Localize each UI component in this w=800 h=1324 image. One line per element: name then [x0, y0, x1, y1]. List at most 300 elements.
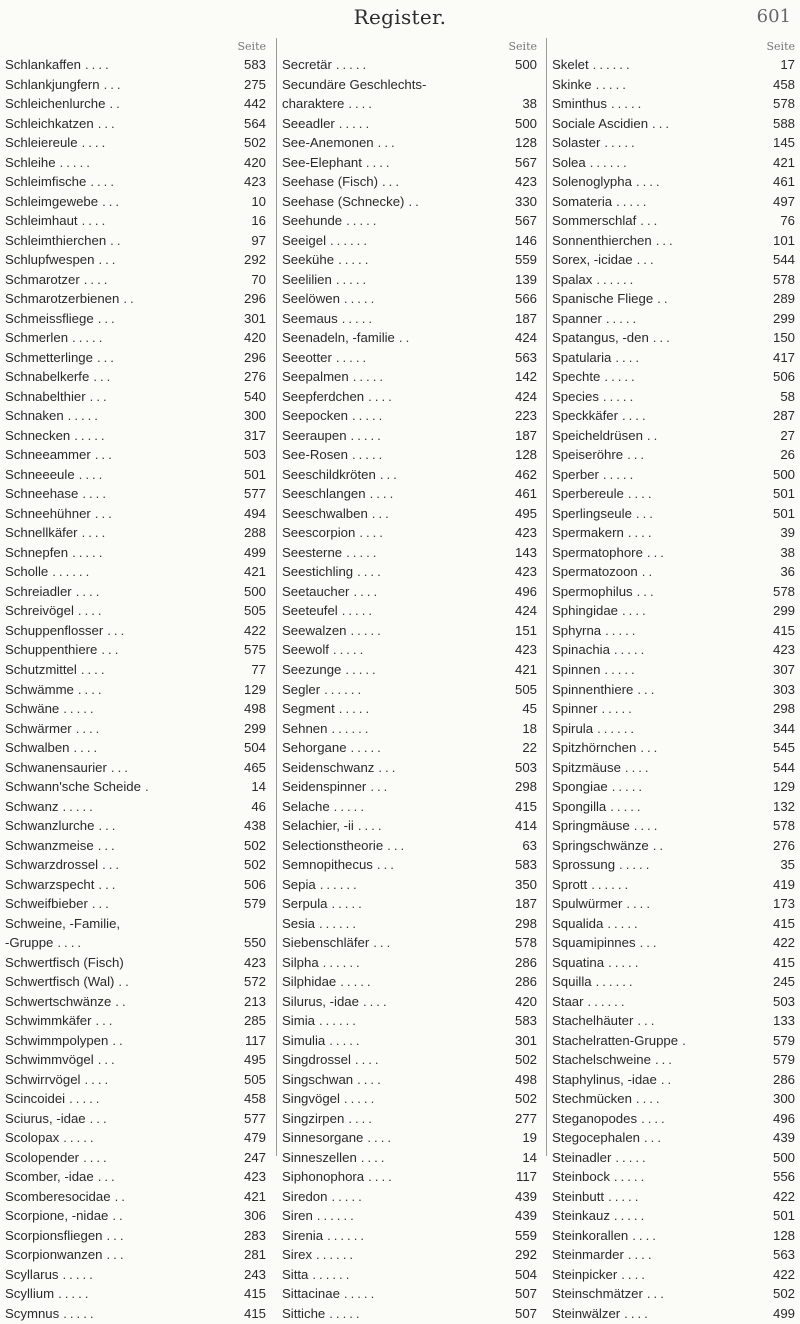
index-entry	[277, 192, 541, 212]
index-entry	[277, 309, 541, 329]
index-page-number: 299	[763, 601, 795, 621]
index-entry	[277, 640, 541, 660]
index-page-number: 275	[234, 75, 266, 95]
index-page-number: 461	[505, 484, 537, 504]
index-page-number: 145	[763, 133, 795, 153]
index-page-number: 579	[234, 894, 266, 914]
index-page-number: 420	[234, 328, 266, 348]
column-head-seite: Seite	[766, 40, 795, 53]
index-page-number: 572	[234, 972, 266, 992]
leader-dots: ...	[91, 896, 112, 912]
index-term: Simulia	[282, 1032, 326, 1048]
leader-dots: ....	[624, 759, 652, 775]
index-entry	[277, 719, 541, 739]
index-entry	[277, 1304, 541, 1324]
index-term: Secundäre Geschlechts-	[282, 76, 427, 92]
leader-dots: ...	[97, 115, 118, 131]
index-term: Schweifbieber	[5, 896, 88, 912]
leader-dots: ...	[98, 876, 119, 892]
index-entry	[547, 914, 799, 934]
index-column-3	[546, 38, 799, 1321]
index-term: Sperbereule	[552, 486, 624, 502]
index-term: Steinpicker	[552, 1266, 618, 1282]
index-entry	[547, 875, 799, 895]
index-term: Silurus, -idae	[282, 993, 359, 1009]
leader-dots: .....	[608, 954, 642, 970]
index-page-number: 421	[234, 562, 266, 582]
index-entry	[277, 328, 541, 348]
leader-dots: ....	[81, 525, 109, 541]
index-term: Sirenia	[282, 1227, 324, 1243]
index-page-number: 281	[234, 1245, 266, 1265]
index-page-number: 502	[505, 1089, 537, 1109]
index-term: Seekühe	[282, 252, 335, 268]
leader-dots: ...	[98, 818, 119, 834]
leader-dots: ...	[655, 232, 676, 248]
index-term: Segment	[282, 701, 335, 717]
index-page-number: 502	[234, 133, 266, 153]
leader-dots: ....	[77, 603, 105, 619]
leader-dots: .....	[67, 408, 101, 424]
index-term: Steinkauz	[552, 1208, 610, 1224]
page-number: 601	[756, 6, 791, 27]
index-page-number: 499	[234, 543, 266, 563]
index-page-number: 19	[505, 1128, 537, 1148]
index-page-number: 583	[505, 1011, 537, 1031]
index-entry	[547, 992, 799, 1012]
leader-dots: ..	[112, 1208, 126, 1224]
index-term: Spirula	[552, 720, 594, 736]
index-entry	[547, 680, 799, 700]
leader-dots: .....	[615, 1149, 649, 1165]
index-term: Schwalben	[5, 740, 70, 756]
leader-dots: ...	[387, 837, 408, 853]
leader-dots: ....	[369, 486, 397, 502]
index-term: Spinachia	[552, 642, 610, 658]
index-term: Schwämme	[5, 681, 74, 697]
index-entry	[547, 836, 799, 856]
index-entry	[277, 1167, 541, 1187]
index-entry	[547, 309, 799, 329]
index-page-number: 415	[763, 914, 795, 934]
index-page-number: 578	[763, 816, 795, 836]
index-entry	[277, 1206, 541, 1226]
leader-dots: .....	[350, 427, 384, 443]
index-term: Spechte	[552, 369, 601, 385]
index-term: Seehase (Fisch)	[282, 174, 379, 190]
index-term: Sinnesorgane	[282, 1130, 364, 1146]
index-page-number: 296	[234, 348, 266, 368]
leader-dots: ......	[324, 681, 365, 697]
index-page-number: 128	[763, 1226, 795, 1246]
index-page-number: 415	[234, 1304, 266, 1324]
index-entry	[547, 153, 799, 173]
index-page-number: 577	[234, 484, 266, 504]
index-entry	[277, 621, 541, 641]
leader-dots: .....	[338, 115, 373, 131]
leader-dots: ..	[114, 1188, 128, 1204]
leader-dots: .....	[352, 408, 386, 424]
index-entry	[277, 894, 541, 914]
leader-dots: ......	[318, 1013, 359, 1029]
index-page-number: 16	[234, 211, 266, 231]
page-header	[0, 0, 800, 40]
leader-dots: ...	[646, 1286, 667, 1302]
index-entry	[5, 758, 270, 778]
index-entry	[277, 1148, 541, 1168]
index-term: Speckkäfer	[552, 408, 618, 424]
leader-dots: ...	[371, 505, 392, 521]
index-page-number: 300	[234, 406, 266, 426]
index-entry	[277, 406, 541, 426]
index-entry	[5, 1148, 270, 1168]
index-page-number: 286	[505, 972, 537, 992]
leader-dots: .....	[619, 857, 653, 873]
leader-dots: ....	[626, 896, 654, 912]
index-page-number: 501	[763, 504, 795, 524]
index-entry	[547, 1011, 799, 1031]
index-page-number: 501	[763, 484, 795, 504]
page-title: Register.	[353, 5, 447, 29]
index-term: Spermakern	[552, 525, 624, 541]
leader-dots: ..	[657, 291, 671, 307]
index-entry	[547, 1148, 799, 1168]
index-entry	[277, 348, 541, 368]
index-entry	[547, 953, 799, 973]
leader-dots: ....	[624, 1306, 651, 1321]
leader-dots: ...	[96, 349, 117, 365]
index-term: See-Anemonen	[282, 135, 374, 151]
leader-dots: ....	[367, 1130, 395, 1146]
leader-dots: .....	[331, 1188, 365, 1204]
leader-dots: ....	[84, 1071, 112, 1087]
index-term: Singschwan	[282, 1071, 354, 1087]
index-page-number: 579	[763, 1050, 795, 1070]
index-page-number: 500	[234, 582, 266, 602]
index-page-number: 350	[505, 875, 537, 895]
index-entry	[277, 231, 541, 251]
leader-dots: ..	[641, 564, 656, 580]
index-entry	[277, 1284, 541, 1304]
leader-dots: ...	[373, 935, 394, 951]
index-entry	[547, 406, 799, 426]
index-entry	[5, 445, 270, 465]
leader-dots: ....	[85, 57, 112, 72]
index-entry	[277, 601, 541, 621]
index-entry	[547, 289, 799, 309]
index-page-number: 439	[505, 1206, 537, 1226]
index-term: Springmäuse	[552, 818, 630, 834]
leader-dots: .....	[604, 369, 638, 385]
column-head-seite: Seite	[237, 40, 266, 53]
leader-dots: .....	[613, 1169, 648, 1185]
index-term: Spitzhörnchen	[552, 740, 637, 756]
index-page-number: 414	[505, 816, 537, 836]
leader-dots: ..	[646, 427, 661, 443]
index-entry	[5, 465, 270, 485]
index-term: Seeraupen	[282, 427, 347, 443]
index-term: Seeschildkröten	[282, 466, 376, 482]
index-term: Schwanensaurier	[5, 759, 107, 775]
index-page-number: 563	[763, 1245, 795, 1265]
leader-dots: ...	[644, 1130, 664, 1146]
leader-dots: ......	[316, 1247, 357, 1263]
index-page-number: 502	[505, 1050, 537, 1070]
index-term: Schleimgewebe	[5, 193, 99, 209]
index-entry	[547, 1109, 799, 1129]
index-page-number: 575	[234, 640, 266, 660]
index-term: Sociale Ascidien	[552, 115, 649, 131]
index-page-number: 423	[505, 640, 537, 660]
index-page-number: 479	[234, 1128, 266, 1148]
index-page-number: 498	[505, 1070, 537, 1090]
index-term: Squatina	[552, 954, 605, 970]
index-entry	[277, 1187, 541, 1207]
index-entry	[547, 1265, 799, 1285]
index-page-number: 505	[234, 1070, 266, 1090]
index-entry	[547, 133, 799, 153]
index-term: Schleiereule	[5, 135, 78, 151]
index-entry	[5, 738, 270, 758]
leader-dots: ....	[83, 271, 111, 287]
leader-dots: ....	[75, 720, 103, 736]
leader-dots: ......	[596, 271, 637, 287]
index-page-number: 187	[505, 426, 537, 446]
leader-dots: ....	[357, 564, 384, 580]
index-page-number: 421	[234, 1187, 266, 1207]
index-term: Schutzmittel	[5, 661, 77, 677]
index-page-number: 559	[505, 250, 537, 270]
index-term: Sehnen	[282, 720, 328, 736]
leader-dots: ....	[57, 935, 85, 951]
index-entry	[5, 172, 270, 192]
leader-dots: .....	[62, 1266, 96, 1282]
index-page-number: 494	[234, 504, 266, 524]
index-term: Spitzmäuse	[552, 759, 621, 775]
index-entry	[277, 1070, 541, 1090]
index-page-number: 422	[763, 1265, 795, 1285]
index-term: Singzirpen	[282, 1110, 345, 1126]
index-page-number: 243	[234, 1265, 266, 1285]
index-term: Spinner	[552, 701, 598, 717]
index-entry	[277, 172, 541, 192]
index-entry	[277, 426, 541, 446]
index-page-number: 583	[234, 55, 266, 75]
index-page-number: 439	[505, 1187, 537, 1207]
leader-dots: .....	[613, 642, 648, 658]
index-page-number: 10	[234, 192, 266, 212]
leader-dots: ..	[118, 974, 132, 990]
index-entry	[547, 601, 799, 621]
leader-dots: ....	[73, 740, 101, 756]
index-term: Sperlingseule	[552, 505, 632, 521]
leader-dots: ...	[94, 505, 115, 521]
leader-dots: .....	[335, 349, 370, 365]
index-entry	[277, 55, 541, 75]
leader-dots: ....	[354, 1052, 382, 1068]
index-page-number: 567	[505, 211, 537, 231]
index-term: Scolopax	[5, 1130, 60, 1146]
leader-dots: .....	[338, 252, 372, 268]
index-page-number: 423	[234, 172, 266, 192]
leader-dots: .....	[343, 1091, 378, 1107]
index-term: Stachelhäuter	[552, 1013, 634, 1029]
index-term: Schnellkäfer	[5, 525, 78, 541]
index-entry	[5, 504, 270, 524]
index-term: Seeschlangen	[282, 486, 366, 502]
leader-dots: ...	[379, 466, 400, 482]
index-term: Schleimthierchen	[5, 232, 107, 248]
leader-dots: ...	[89, 1110, 110, 1126]
index-term: Speicheldrüsen	[552, 427, 643, 443]
index-term: Stegocephalen	[552, 1130, 640, 1146]
leader-dots: ....	[357, 1071, 384, 1087]
index-page-number: 39	[763, 523, 795, 543]
index-entry	[277, 387, 541, 407]
index-entry	[5, 75, 270, 95]
index-term: Schlupfwespen	[5, 252, 95, 268]
index-entry	[277, 914, 541, 934]
index-page-number: 419	[763, 875, 795, 895]
index-term: Spongilla	[552, 798, 607, 814]
index-entry	[277, 933, 541, 953]
index-entry	[277, 133, 541, 153]
leader-dots: .....	[605, 622, 639, 638]
leader-dots: .....	[595, 76, 629, 92]
index-term: Schleimfische	[5, 174, 87, 190]
index-term: Seewolf	[282, 642, 329, 658]
leader-dots: ....	[641, 1110, 668, 1126]
index-entry	[547, 348, 799, 368]
index-term: Steinwälzer	[552, 1306, 621, 1321]
index-page-number: 285	[234, 1011, 266, 1031]
index-page-number: 504	[505, 1265, 537, 1285]
index-page-number: 422	[763, 933, 795, 953]
index-entry	[5, 153, 270, 173]
index-term: Steganopodes	[552, 1110, 638, 1126]
index-term: Scyllarus	[5, 1266, 59, 1282]
index-term: Sphyrna	[552, 622, 602, 638]
index-term: See-Elephant	[282, 154, 362, 170]
index-page-number: 415	[763, 953, 795, 973]
index-page-number: 438	[234, 816, 266, 836]
index-page-number: 545	[763, 738, 795, 758]
leader-dots: ......	[597, 720, 638, 736]
index-page-number: 577	[234, 1109, 266, 1129]
index-term: Simia	[282, 1013, 315, 1029]
leader-dots: ....	[348, 96, 375, 112]
index-page-number: 301	[234, 309, 266, 329]
leader-dots: .....	[72, 330, 106, 346]
index-entry	[277, 816, 541, 836]
index-term: Steinschmätzer	[552, 1286, 643, 1302]
index-page-number: 563	[505, 348, 537, 368]
index-page-number: 566	[505, 289, 537, 309]
index-page-number: 298	[505, 914, 537, 934]
index-term: Schnecken	[5, 427, 71, 443]
index-term: Solaster	[552, 135, 601, 151]
leader-dots: .....	[343, 1286, 378, 1302]
index-entry	[5, 875, 270, 895]
index-page-number: 287	[763, 406, 795, 426]
leader-dots: .....	[63, 1306, 97, 1321]
index-entry	[547, 94, 799, 114]
index-term: Spatangus, -den	[552, 330, 649, 346]
index-term: Schnepfen	[5, 544, 69, 560]
index-term: Schmarotzer	[5, 271, 80, 287]
leader-dots: .....	[333, 798, 367, 814]
index-page-number: 501	[234, 465, 266, 485]
leader-dots: ....	[621, 408, 649, 424]
index-entry	[277, 211, 541, 231]
leader-dots: ...	[102, 193, 123, 209]
index-page-number: 503	[763, 992, 795, 1012]
index-term: Seesterne	[282, 544, 343, 560]
index-term: Spermatophore	[552, 544, 643, 560]
index-term: Spinnen	[552, 661, 601, 677]
index-term: Schleichkatzen	[5, 115, 94, 131]
leader-dots: ......	[319, 876, 360, 892]
index-entry	[5, 972, 270, 992]
leader-dots: ...	[640, 740, 661, 756]
index-page-number: 502	[763, 1284, 795, 1304]
leader-dots: ....	[633, 818, 661, 834]
index-entry	[547, 270, 799, 290]
index-page-number: 213	[234, 992, 266, 1012]
index-term: Sperber	[552, 466, 599, 482]
leader-dots: .	[144, 779, 152, 795]
index-entry	[5, 1284, 270, 1304]
leader-dots: .....	[605, 310, 640, 326]
index-term: Sprossung	[552, 857, 616, 873]
leader-dots: ......	[591, 876, 632, 892]
index-page-number: 495	[505, 504, 537, 524]
index-term: Scorpionwanzen	[5, 1247, 103, 1263]
index-entry	[277, 836, 541, 856]
leader-dots: .....	[332, 642, 367, 658]
index-entry	[547, 758, 799, 778]
index-term: Schneehühner	[5, 505, 91, 521]
index-page-number: 500	[505, 114, 537, 134]
index-term: See-Rosen	[282, 447, 348, 463]
index-entry	[5, 426, 270, 446]
index-entry	[547, 621, 799, 641]
index-page-number: 501	[763, 1206, 795, 1226]
index-entry	[277, 1265, 541, 1285]
leader-dots: ......	[316, 1208, 357, 1224]
index-term: Steinbutt	[552, 1188, 605, 1204]
index-term: Schwärmer	[5, 720, 72, 736]
index-term: Steinadler	[552, 1149, 612, 1165]
index-page-number: 97	[234, 231, 266, 251]
index-term: Schuppenflosser	[5, 622, 104, 638]
index-term: Sirex	[282, 1247, 313, 1263]
index-page-number: 173	[763, 894, 795, 914]
index-page-number: 550	[234, 933, 266, 953]
leader-dots: ...	[382, 174, 403, 190]
leader-dots: ...	[640, 213, 661, 229]
leader-dots: .....	[351, 447, 386, 463]
index-term: Seenadeln, -familie	[282, 330, 395, 346]
index-term: Spanner	[552, 310, 602, 326]
index-entry	[277, 875, 541, 895]
column-head-seite: Seite	[508, 40, 537, 53]
leader-dots: .....	[338, 701, 373, 717]
index-page-number: 276	[763, 836, 795, 856]
leader-dots: ......	[595, 974, 636, 990]
index-entry	[5, 192, 270, 212]
leader-dots: ...	[107, 622, 128, 638]
